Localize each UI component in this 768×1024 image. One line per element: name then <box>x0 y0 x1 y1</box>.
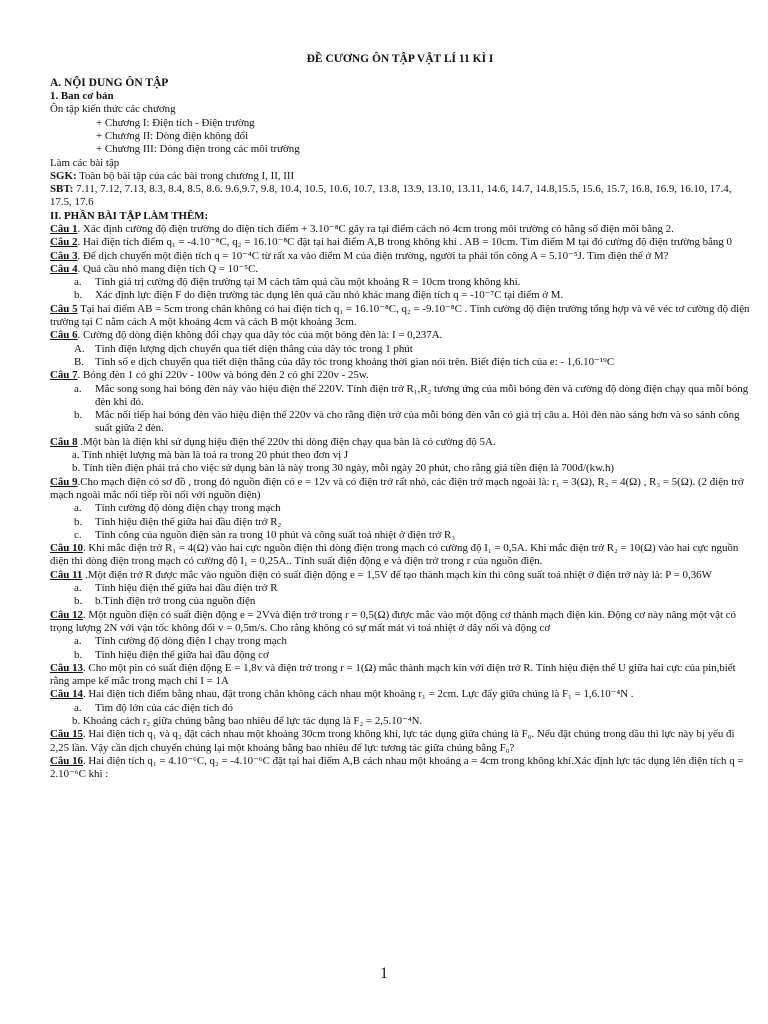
question-text: . Hai điện tích q₁ = 4.10⁻⁶C, q₂ = -4.10⁻⁶C đặt tại hai điểm A,B cách nhau một khoảng a = 4cm trong không khí.Xác định lực tác dụng lên điện tích q = 2.10⁻⁶C khi : <box>50 754 744 781</box>
labeled-paragraph <box>50 183 750 210</box>
question-number: Câu 1 <box>50 223 78 235</box>
sub-item <box>50 595 750 608</box>
question-text: . Xác định cường độ điện trường do điện tích điểm + 3.10⁻⁸C gây ra tại điểm cách nó 4cm trong môi trường có hằng số điện môi bằng 2. <box>77 223 674 235</box>
sub-item-text: Tính công của nguồn điện sản ra trong 10 phút và công suất toả nhiệt ở điện trở R₃ <box>95 528 456 541</box>
section-heading: II. PHẦN BÀI TẬP LÀM THÊM: <box>50 209 209 222</box>
question-number: Câu 9 <box>50 475 78 488</box>
question <box>50 250 750 263</box>
sub-item-marker: a. <box>74 502 82 515</box>
question <box>50 436 750 449</box>
sub-item-marker: b. <box>74 648 83 661</box>
sub-item-text: Tính điện lượng dịch chuyển qua tiết diện thẳng của dây tóc trong 1 phút <box>95 342 413 355</box>
sub-item <box>50 649 750 662</box>
question-number: Câu 16 <box>50 754 83 767</box>
question-number: Câu 13 <box>50 661 83 674</box>
section-heading: A. NỘI DUNG ÔN TẬP <box>50 77 169 90</box>
question-number: Câu 15 <box>50 728 83 741</box>
sub-item <box>50 635 750 648</box>
sub-item-marker: A. <box>74 342 85 355</box>
question <box>50 688 750 701</box>
question <box>50 476 750 503</box>
question <box>50 223 750 236</box>
question-text: . Hai điện tích điểm q₁ = -4.10⁻⁸C, q₂ = 16.10⁻⁸C đặt tại hai điểm A,B trong không khí . AB = 10cm. Tìm điểm M tại đó cường độ điện trường bằng 0 <box>77 236 732 249</box>
paragraph-label: SGK: <box>50 169 77 182</box>
document-title: ĐỀ CƯƠNG ÔN TẬP VẬT LÍ 11 KÌ I <box>306 53 494 65</box>
question <box>50 569 750 582</box>
paragraph-text: Toàn bộ bài tập của các bài trong chương I, II, III <box>76 169 295 182</box>
paragraph: b. Khoảng cách r₂ giữa chúng bằng bao nhiêu để lực tác dụng là F₂ = 2,5.10⁻⁴N. <box>72 714 423 727</box>
document-body <box>50 52 750 781</box>
paragraph-label: SBT: <box>50 183 74 196</box>
sub-item-marker: b. <box>74 595 83 608</box>
sub-item-marker: b. <box>74 409 83 422</box>
question <box>50 263 750 276</box>
question-text: Tại hai điểm AB = 5cm trong chân không có hai điện tích q₁ = 16.10⁻⁸C, q₂ = -9.10⁻⁸C . Tính cường độ điện trường tổng hợp và vẽ véc tơ cường độ điện trường tại C nằm cách A một khoảng 4cm và cách B một khoảng 3cm. <box>50 302 750 329</box>
sub-item-text: b.Tính điện trở trong của nguồn điện <box>95 595 256 608</box>
sub-item-marker: a. <box>74 701 82 714</box>
sub-item-marker: a. <box>74 635 82 648</box>
question-text: .Cho mạch điện có sơ đồ , trong đó nguồn điện có e = 12v và có điện trở rất nhỏ, các điện trở mạch ngoài là: r₁ = 3(Ω), R₂ = 4(Ω) , R₃ = 5(Ω). (2 điện trở mạch ngoài mắc nối tiếp rồi nối với nguồn điện) <box>50 475 744 501</box>
question-text: .Một điện trở R được mắc vào nguồn điện có suất điện động e = 1,5V để tạo thành mạch kín thì công suất toả nhiệt ở điện trở này là: P = 0,36W <box>82 568 712 581</box>
sub-item-marker: b. <box>74 289 83 302</box>
sub-item <box>50 582 750 595</box>
question-number: Câu 3 <box>50 249 78 262</box>
paragraph: + Chương II: Dòng điện không đổi <box>96 129 249 142</box>
sub-item-text: Mắc song song hai bóng đèn này vào hiệu điện thế 220V. Tính điện trở R₁,R₂ tương ứng của mỗi bóng đèn và cường độ dòng điện chạy qua mỗi bóng đèn khi đó. <box>95 382 749 408</box>
document-flow <box>50 76 750 781</box>
question-text: . Hai điện tích điểm bằng nhau, đặt trong chân không cách nhau một khoảng r₁ = 2cm. Lực đẩy giữa chúng là F₁ = 1,6.10⁻⁴N . <box>82 688 634 701</box>
question-text: . Khi mắc điện trở R₁ = 4(Ω) vào hai cực nguồn điện thì dòng điện trong mạch có cường độ I₁ = 0,5A. Khi mắc điện trở R₂ = 10(Ω) vào hai cực nguồn điện thì dòng điện trong mạch có cường độ I₁ = 0,25A.. Tính suất điện động e và điện trở trong r của nguồn điện. <box>50 542 739 568</box>
question-number: Câu 6 <box>50 329 78 342</box>
question <box>50 728 750 755</box>
sub-item <box>50 276 750 289</box>
question-number: Câu 2 <box>50 236 78 249</box>
page-number: 1 <box>380 965 388 982</box>
paragraph: + Chương III: Dòng điện trong các môi trường <box>96 143 300 156</box>
question-text: . Để dịch chuyển một điện tích q = 10⁻⁴C từ rất xa vào điểm M của điện trường, người ta phải tốn công A = 5.10⁻⁵J. Tìm điện thế ở M? <box>77 249 669 262</box>
question <box>50 609 750 636</box>
sub-item <box>50 343 750 356</box>
sub-item <box>50 409 750 436</box>
question <box>50 542 750 569</box>
question-number: Câu 7 <box>50 369 78 382</box>
sub-item-marker: B. <box>74 355 84 368</box>
sub-item <box>50 289 750 302</box>
sub-item-marker: a. <box>74 276 82 289</box>
sub-item-text: Xác định lực điện F do điện trường tác dụng lên quả cầu nhỏ khác mang điện tích q = -10⁻⁷C tại điểm ở M. <box>95 289 564 302</box>
sub-item <box>50 502 750 515</box>
question-number: Câu 4 <box>50 262 78 275</box>
sub-item <box>50 702 750 715</box>
question-text: . Quả cầu nhỏ mang điện tích Q = 10⁻⁵C. <box>77 262 259 275</box>
sub-item <box>50 529 750 542</box>
labeled-paragraph <box>50 170 750 183</box>
paragraph: b. Tính tiền điện phải trả cho việc sử dụng bàn là này trong 30 ngày, mỗi ngày 20 phút, cho rằng giá tiền điện là 700đ/(kw.h) <box>72 462 615 475</box>
sub-item-marker: a. <box>74 582 82 595</box>
sub-item-text: Tính hiệu điện thế giữa hai đầu động cơ <box>95 648 269 661</box>
question-text: . Cường độ dòng điện không đổi chạy qua dây tóc của một bóng đèn là: I = 0,237A. <box>77 329 443 342</box>
sub-item-text: Tính giá trị cường độ điện trường tại M cách tâm quả cầu một khoảng R = 10cm trong không khí. <box>95 276 521 289</box>
question-text: . Cho một pin có suất điện động E = 1,8v và điện trở trong r = 1(Ω) mắc thành mạch kín với điện trở R. Tính hiệu điện thế U giữa hai cực của pin,biết rằng ampe kế mắc trong mạch chỉ I = 1A <box>50 661 736 688</box>
sub-item-text: Tính cường độ dòng điện chạy trong mạch <box>95 502 281 515</box>
question-text: . Một nguồn điện có suất điện động e = 2Vvà điện trở trong r = 0,5(Ω) được mắc vào một động cơ thành mạch điện kín. Động cơ này nâng một vật có trọng lượng 2N với vận tốc không đổi v = 0,5m/s. Cho rằng không có sự mất mát vì toả nhiệt ở dây nối và động cơ <box>50 608 736 634</box>
sub-item <box>50 356 750 369</box>
section-heading: 1. Ban cơ bản <box>50 90 114 103</box>
paragraph: Làm các bài tập <box>50 156 120 169</box>
question-number: Câu 11 <box>50 568 83 581</box>
question <box>50 369 750 382</box>
sub-item-marker: a. <box>74 382 82 395</box>
sub-item-text: Mắc nối tiếp hai bóng đèn vào hiệu điện thế 220v và cho rằng điện trở của mỗi bóng đèn vẫn có giá trị câu a. Hỏi đèn nào sáng hơn và so sánh công suất giữa 2 đèn. <box>95 409 740 435</box>
question-number: Câu 5 <box>50 302 78 315</box>
sub-item-marker: b. <box>74 515 83 528</box>
sub-item-text: Tìm độ lớn của các điện tích đó <box>95 701 233 714</box>
sub-item-text: Tính hiệu điện thế giữa hai đầu điện trở R₂ <box>95 515 282 528</box>
question <box>50 236 750 249</box>
question <box>50 755 750 782</box>
paragraph-text: 7.11, 7.12, 7.13, 8.3, 8.4, 8.5, 8.6. 9.6,9.7, 9.8, 10.4, 10.5, 10.6, 10.7, 13.8, 13.9, 13.10, 13.11, 14.6, 14.7, 14.8,15.5, 15.6, 15.7, 16.8, 16.9, 16.10, 17.4, 17.5, 17.6 <box>50 183 732 209</box>
paragraph: a. Tính nhiệt lượng mà bàn là toả ra trong 20 phút theo đơn vị J <box>72 449 349 462</box>
question <box>50 662 750 689</box>
question <box>50 329 750 342</box>
question-number: Câu 10 <box>50 542 83 555</box>
sub-item-text: Tính hiệu điện thế giữa hai đầu điện trở R <box>95 582 278 595</box>
question-text: . Bóng đèn 1 có ghi 220v - 100w và bóng đèn 2 có ghi 220v - 25w. <box>77 369 369 382</box>
sub-item <box>50 516 750 529</box>
question-text: .Một bàn là điện khi sử dụng hiệu điện thế 220v thì dòng điện chạy qua bàn là có cường độ 5A. <box>77 435 496 448</box>
question-text: . Hai điện tích q₁ và q₂ đặt cách nhau một khoảng 30cm trong không khí, lực tác dụng giữa chúng là F₀. Nếu đặt chúng trong dầu thì lực này bị yếu đi 2,25 lần. Vậy cần dịch chuyển chúng lại một khoảng bằng bao nhiêu để lực tương tác giữa chúng bằng F₀? <box>50 728 735 754</box>
sub-item-text: Tính số e dịch chuyển qua tiết diện thẳng của dây tóc trong khoảng thời gian nói trên. Biết điện tích của e: - 1,6.10⁻¹⁹C <box>95 355 615 368</box>
question <box>50 303 750 330</box>
sub-item <box>50 383 750 410</box>
sub-item-marker: c. <box>74 528 82 541</box>
sub-item-text: Tính cường độ dòng điện I chạy trong mạch <box>95 635 287 648</box>
question-number: Câu 14 <box>50 688 83 701</box>
question-number: Câu 12 <box>50 608 83 621</box>
paragraph: Ôn tập kiến thức các chương <box>50 103 176 116</box>
question-number: Câu 8 <box>50 435 78 448</box>
paragraph: + Chương I: Điện tích - Điện trường <box>96 116 255 129</box>
